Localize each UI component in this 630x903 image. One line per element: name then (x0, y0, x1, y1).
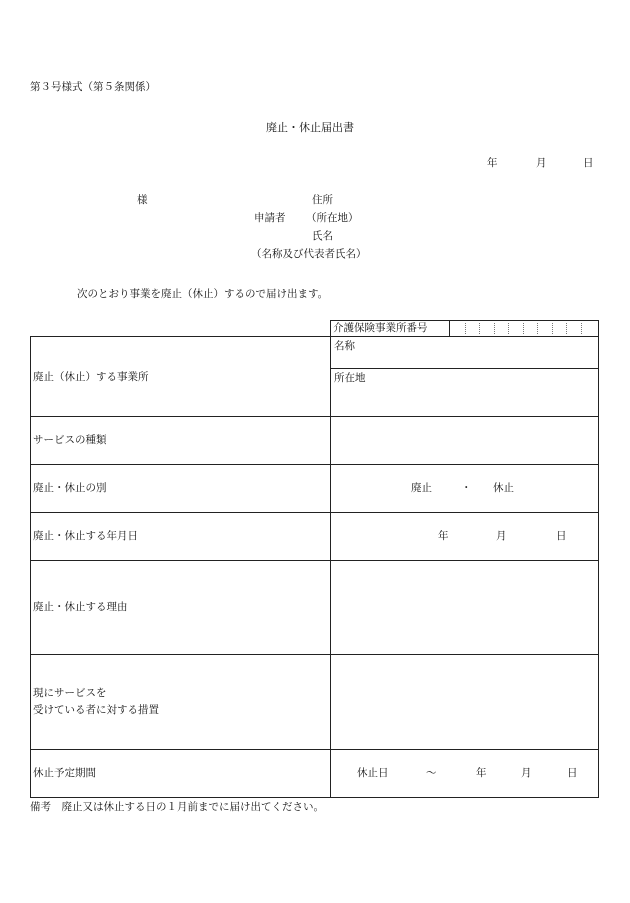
office-name-field[interactable] (331, 337, 598, 368)
date-day-label: 日 (583, 157, 594, 169)
reason-label: 廃止・休止する理由 (33, 601, 128, 613)
date-row-label: 廃止・休止する年月日 (33, 530, 138, 542)
period-label: 休止予定期間 (33, 767, 96, 779)
period-year: 年 (476, 767, 487, 779)
measures-label-line2: 受けている者に対する措置 (33, 704, 159, 716)
period-end-label: 休止日 (357, 767, 389, 779)
date-year-label: 年 (487, 157, 498, 169)
form-number: 第３号様式（第５条関係） (30, 81, 156, 93)
date-row-year: 年 (438, 530, 449, 542)
addressee-suffix: 様 (137, 194, 148, 206)
page-title: 廃止・休止届出書 (266, 121, 354, 134)
applicant-address-paren: （所在地） (306, 212, 359, 224)
date-row-month: 月 (496, 530, 507, 542)
office-location-label: 所在地 (334, 372, 366, 384)
category-separator: ・ (461, 482, 472, 494)
applicant-label: 申請者 (254, 212, 286, 224)
category-abolish-option[interactable]: 廃止 (411, 482, 432, 494)
period-day: 日 (567, 767, 578, 779)
measures-field[interactable] (331, 655, 598, 749)
applicant-name-label: 氏名 (312, 230, 333, 242)
service-type-field[interactable] (331, 417, 598, 464)
reason-field[interactable] (331, 561, 598, 654)
period-tilde: 〜 (426, 767, 437, 779)
measures-label-line1: 現にサービスを (33, 687, 107, 699)
office-location-field[interactable] (331, 369, 598, 416)
remarks: 備考 廃止又は休止する日の１月前までに届け出てください。 (30, 801, 324, 813)
date-row-day: 日 (556, 530, 567, 542)
office-label: 廃止（休止）する事業所 (33, 371, 149, 383)
applicant-address-label: 住所 (312, 194, 333, 206)
insurance-number-label: 介護保険事業所番号 (333, 322, 428, 334)
applicant-name-paren: （名称及び代表者氏名） (251, 248, 367, 260)
office-name-label: 名称 (334, 340, 355, 352)
period-month: 月 (521, 767, 532, 779)
date-month-label: 月 (536, 157, 547, 169)
insurance-number-field[interactable] (449, 320, 599, 336)
intro-text: 次のとおり事業を廃止（休止）するので届け出ます。 (77, 288, 329, 300)
category-label: 廃止・休止の別 (33, 482, 107, 494)
service-type-label: サービスの種類 (33, 434, 107, 446)
category-suspend-option[interactable]: 休止 (493, 482, 514, 494)
